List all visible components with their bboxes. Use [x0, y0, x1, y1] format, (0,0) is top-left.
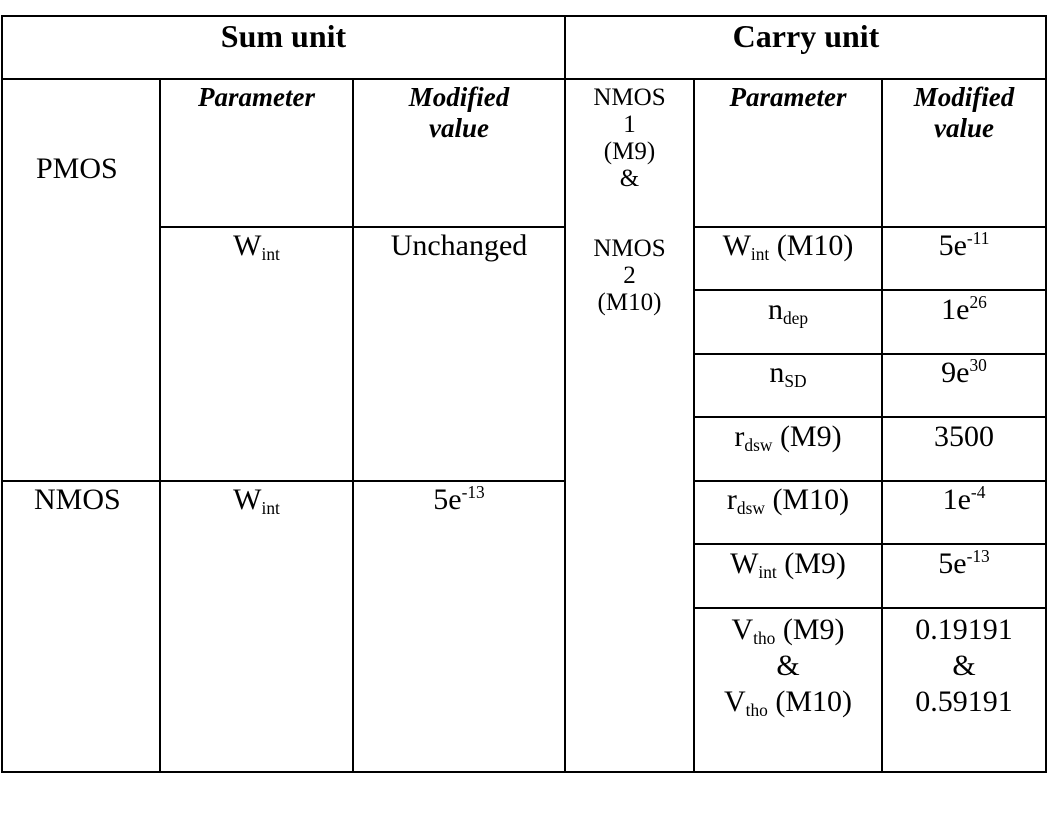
carry-parameter-cell-vtho: $V_{tho}$ (M9) & $V_{tho}$ (M10) [723, 613, 853, 720]
carry-row-divider [694, 543, 1046, 545]
table-border-left [1, 15, 3, 773]
carry-value-cell: $1e^{26}$ [941, 292, 987, 326]
sum-value-header-line1: Modified [408, 82, 510, 112]
carry-parameter-cell: $W_{int}$ (M10) [722, 229, 854, 264]
sum-value-header-line2: value [429, 113, 489, 143]
carry-value-cell: $5e^{-11}$ [938, 228, 990, 262]
carry-row-divider [694, 353, 1046, 355]
carry-value-header [883, 82, 1045, 144]
carry-value-cell: $1e^{-4}$ [942, 482, 986, 516]
carry-row-divider [694, 289, 1046, 291]
carry-device-label-2: NMOS 2 (M10) [593, 235, 666, 316]
carry-value-cell: 3500 [934, 420, 994, 453]
carry-value-cell-vtho: 0.19191 & 0.59191 [915, 613, 1013, 718]
sum-parameter-header: Parameter [198, 82, 315, 112]
sum-value-header [354, 82, 564, 144]
column-divider [352, 78, 354, 773]
carry-row-divider [694, 607, 1046, 609]
carry-value-cell: $5e^{-13}$ [938, 546, 990, 580]
carry-value-header-line2: value [934, 113, 994, 143]
sum-nmos-parameter: $W_{int}$ [233, 483, 280, 518]
pmos-label: PMOS [36, 152, 118, 185]
carry-value-cell: $9e^{30}$ [941, 355, 987, 389]
nmos-label: NMOS [34, 483, 121, 516]
carry-row-divider [694, 416, 1046, 418]
carry-parameter-cell: $n_{dep}$ [767, 293, 809, 328]
carry-parameter-cell: $r_{dsw}$ (M9) [734, 420, 842, 455]
sum-pmos-parameter: $W_{int}$ [233, 229, 280, 264]
carry-device-label: NMOS 1 (M9) & [593, 84, 666, 192]
sum-row-divider [160, 226, 565, 228]
sum-nmos-value: $5e^{-13}$ [433, 482, 485, 516]
carry-parameter-header: Parameter [729, 82, 847, 112]
carry-row-divider [694, 226, 1046, 228]
carry-parameter-cell: $W_{int}$ (M9) [730, 547, 846, 582]
table-border-right [1045, 15, 1047, 773]
carry-parameter-cell: $n_{SD}$ [769, 356, 807, 391]
table-border-top [2, 15, 1046, 17]
sum-pmos-value: Unchanged [390, 229, 528, 262]
carry-parameter-cell: $r_{dsw}$ (M10) [726, 483, 850, 518]
carry-value-header-line1: Modified [913, 82, 1015, 112]
carry-unit-title: Carry unit [732, 18, 880, 54]
sum-unit-title: Sum unit [220, 18, 347, 54]
carry-row-divider [694, 480, 1046, 482]
